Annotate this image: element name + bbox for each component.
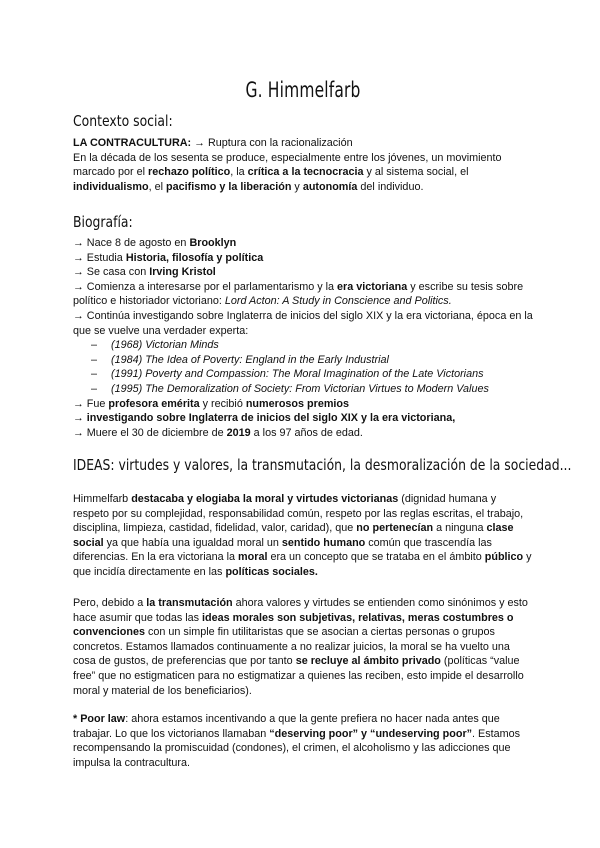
p3-bold-1: * Poor law (73, 713, 126, 725)
work-title-3: (1991) Poverty and Compassion: The Moral Imagination of the Late Victorians (111, 368, 484, 381)
bio-studies-bold: Historia, filosofía y política (125, 251, 264, 264)
bio-work-3 (73, 367, 533, 382)
p2-text-1: Pero, debido a (73, 597, 147, 609)
p1-text-4: ya que había una igualdad moral un (103, 536, 282, 549)
heading-ideas: IDEAS: virtudes y valores, la transmutación, la desmoralización de la sociedad... (73, 456, 572, 474)
bio-interest-text-2: y escribe su tesis sobre político e historiador victoriano: (73, 280, 524, 308)
p1-text-7: y que incidía directamente en las (73, 551, 532, 578)
bio-interest-text-1: → Comienza a interesarse por el parlamentarismo y la (73, 280, 338, 293)
p1-bold-4: sentido humano (281, 536, 366, 549)
ideas-paragraph-3 (73, 712, 533, 770)
contexto-text-2: , la (230, 166, 248, 179)
bio-prof-text-2: y recibió (199, 397, 246, 410)
bio-item-interest (73, 280, 533, 309)
p1-bold-6: público (484, 551, 524, 564)
dash-4: – (91, 382, 98, 395)
p2-text-3: con un simple fin utilitaristas que se asocian a ciertas personas o grupos concretos. Estamos llamados continuamente a no realizar juicios, la moral se ha vuelto una cosa de gustos, de preferencias que por tanto (73, 626, 510, 668)
p2-text-4: (políticas “value free” que no estigmaticen para no estigmatizar a quienes las reciben, esto impide el desarrollo moral y material de los beneficiarios). (73, 655, 524, 697)
p2-bold-3: se recluye al ámbito privado (295, 655, 441, 668)
bio-married-bold: Irving Kristol (149, 266, 216, 279)
bio-item-research: → Continúa investigando sobre Inglaterra de inicios del siglo XIX y la era victoriana, época en la que se vuelve una verdader experta: (73, 309, 533, 337)
bio-work-4 (73, 382, 533, 397)
bio-born-bold: Brooklyn (189, 237, 237, 249)
contexto-bold-2: crítica a la tecnocracia (247, 166, 364, 179)
bio-born-text: → Nace 8 de agosto en (73, 237, 190, 249)
p3-bold-2: “deserving poor” y “undeserving poor” (269, 727, 473, 740)
bio-item-investigating (73, 411, 533, 426)
work-title-1: (1968) Victorian Minds (111, 339, 219, 352)
work-title-2: (1984) The Idea of Poverty: England in the Early Industrial (111, 353, 389, 366)
bio-studies-text: → Estudia (73, 251, 126, 264)
contexto-block (73, 136, 533, 194)
contexto-bold-1: rechazo político (148, 166, 231, 179)
contexto-bold-5: autonomía (302, 180, 358, 193)
p2-bold-2: ideas morales son subjetivas, relativas, meras costumbres o convenciones (73, 611, 514, 639)
bio-item-professor (73, 397, 533, 412)
ideas-paragraph-1 (73, 492, 533, 580)
ideas-paragraph-2 (73, 596, 533, 698)
contexto-text-6: del individuo. (357, 180, 424, 193)
p1-text-1: Himmelfarb (73, 493, 132, 505)
contexto-text-5: y (291, 180, 303, 193)
bio-item-death (73, 426, 533, 441)
bio-work-2 (73, 353, 533, 368)
bio-item-born (73, 236, 533, 251)
page-title: G. Himmelfarb (245, 78, 361, 102)
p1-bold-3: clase social (73, 522, 514, 549)
contracultura-label: LA CONTRACULTURA: (73, 137, 192, 149)
contexto-text-1: En la década de los sesenta se produce, especialmente entre los jóvenes, un movimiento marcado por el (73, 151, 502, 179)
bio-death-text-2: a los 97 años de edad. (250, 426, 363, 439)
p1-text-6: era un concepto que se trataba en el ámbito (267, 551, 485, 564)
p1-bold-2: no pertenecían (356, 522, 434, 535)
bio-death-text-1: → Muere el 30 de diciembre de (73, 426, 227, 439)
dash-1: – (91, 339, 98, 352)
contexto-text-4: , el (148, 180, 166, 193)
dash-3: – (91, 368, 98, 381)
heading-biografia: Biografía: (73, 213, 133, 231)
bio-item-married (73, 265, 533, 280)
bio-prof-text-1: → Fue (73, 397, 109, 410)
p1-bold-7: políticas sociales. (225, 565, 318, 578)
contracultura-line (73, 136, 533, 151)
biografia-block (73, 236, 533, 440)
p1-text-3: a ninguna (433, 522, 487, 535)
contexto-text-3: y al sistema social, el (363, 166, 469, 179)
bio-item-studies (73, 251, 533, 266)
contexto-paragraph (73, 151, 533, 195)
bio-invest-bold: investigando sobre Inglaterra de inicios del siglo XIX y la era victoriana, (86, 412, 456, 425)
bio-thesis-title: Lord Acton: A Study in Conscience and Politics. (224, 295, 452, 308)
p3-text-1: : ahora estamos incentivando a que la gente prefiera no hacer nada antes que trabajar. Lo que los victorianos llamaban (73, 713, 500, 740)
bio-death-bold: 2019 (226, 426, 251, 439)
contexto-bold-3: individualismo (73, 180, 149, 193)
p1-bold-1: destacaba y elogiaba la moral y virtudes victorianas (131, 493, 399, 505)
p1-text-5: común que trascendía las diferencias. En la era victoriana la (73, 536, 492, 564)
contracultura-text: → Ruptura con la racionalización (191, 137, 353, 149)
bio-work-1 (73, 338, 533, 353)
contexto-bold-4: pacifismo y la liberación (166, 180, 292, 193)
bio-invest-text: → (73, 412, 87, 425)
p3-text-2: . Estamos recompensando la promiscuidad (condones), el crimen, el alcoholismo y las adicciones que impulsa la contracultura. (73, 727, 521, 769)
heading-contexto-social: Contexto social: (73, 112, 173, 130)
bio-prof-bold-2: numerosos premios (245, 397, 350, 410)
bio-married-text: → Se casa con (73, 266, 150, 279)
p1-text-2: (dignidad humana y respeto por su complejidad, responsabilidad común, respeto por las reglas escritas, el trabajo, disciplina, limpieza, castidad, fidelidad, valor, caridad), que (73, 493, 524, 535)
p2-text-2: ahora valores y virtudes se entienden como sinónimos y esto hace asumir que todas las (73, 597, 528, 624)
dash-2: – (91, 353, 98, 366)
p2-bold-1: la transmutación (146, 597, 233, 609)
bio-prof-bold-1: profesora emérita (108, 397, 200, 410)
work-title-4: (1995) The Demoralization of Society: From Victorian Virtues to Modern Values (111, 382, 489, 395)
p1-bold-5: moral (238, 551, 268, 564)
bio-interest-bold: era victoriana (337, 280, 408, 293)
